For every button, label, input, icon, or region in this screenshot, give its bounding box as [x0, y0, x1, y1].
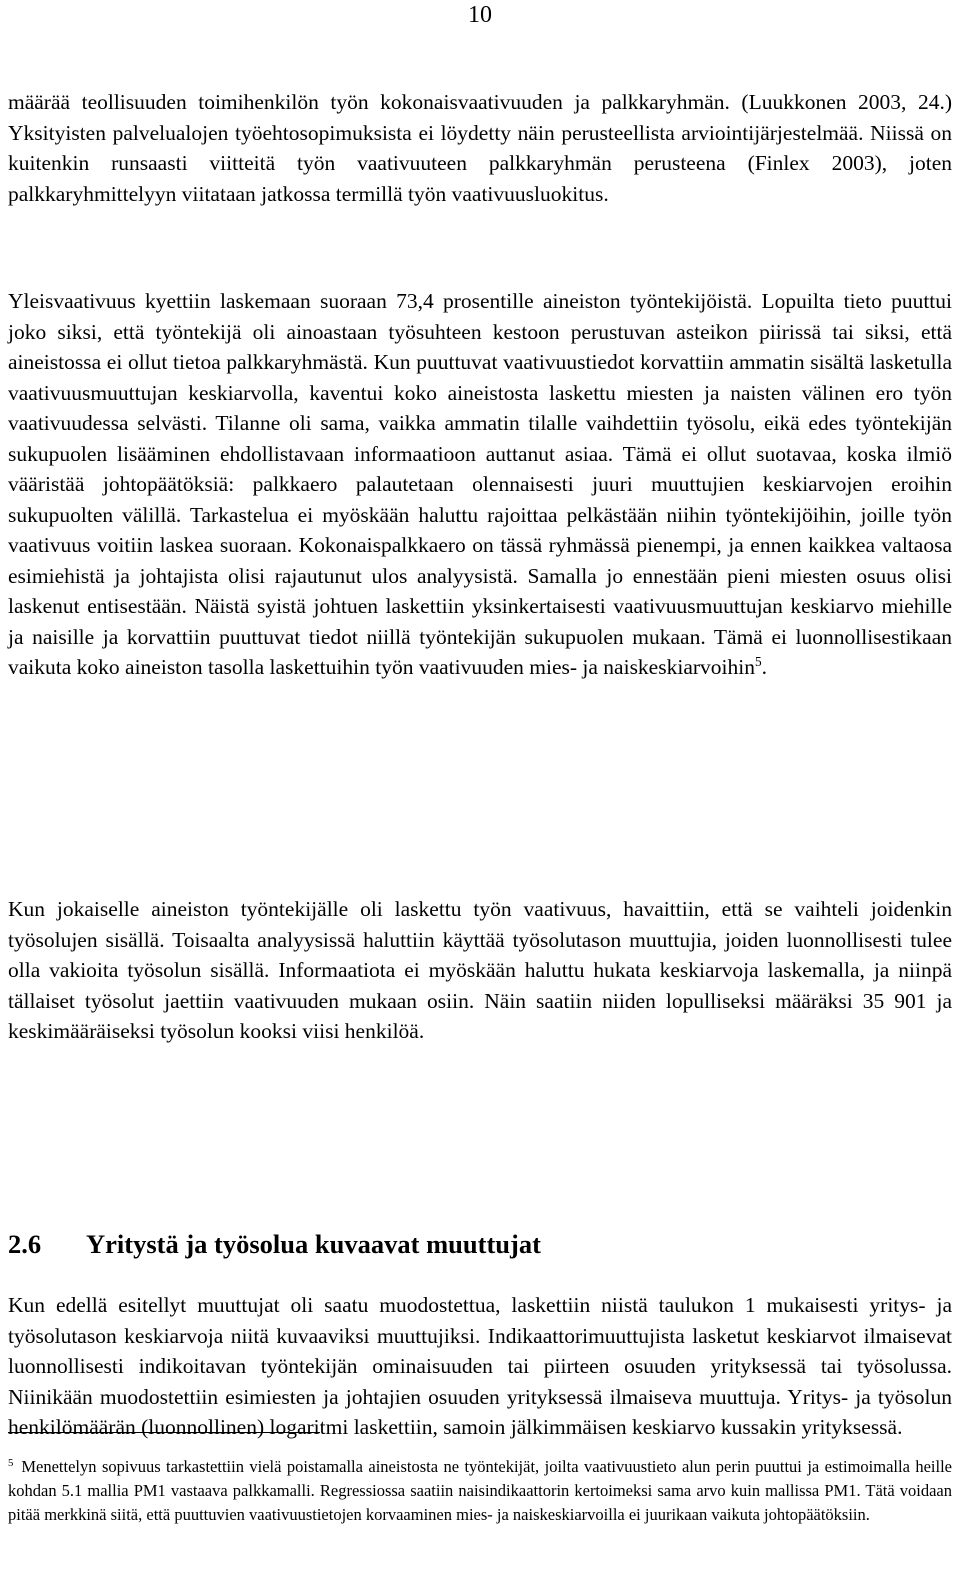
paragraph-4: Kun edellä esitellyt muuttujat oli saatu muodostettua, laskettiin niistä taulukon 1 mukaisesti yritys- ja työsolutason keskiarvoja niitä kuvaaviksi muuttujiksi. Indikaattorimuuttujista lasketut keskiarvot ilmaisevat luonnollisesti indikoitavan työntekijän ominaisuuden tai piirteen osuuden yrityksessä tai työsolussa. Niinikään muodostettiin esimiesten ja johtajien osuuden yrityksessä ilmaiseva muuttuja. Yritys- ja työsolun henkilömäärän (luonnollinen) logaritmi laskettiin, samoin jälkimmäisen keskiarvo kussakin yrityksessä. — [8, 1293, 952, 1439]
footnote-reference: 5 — [754, 653, 762, 669]
section-heading — [8, 1226, 541, 1262]
paragraph-2 — [8, 286, 952, 683]
footnote — [8, 1451, 952, 1527]
page-number: 10 — [468, 2, 492, 28]
paragraph-2-end: . — [761, 655, 768, 679]
paragraph-2-text: Yleisvaativuus kyettiin laskemaan suoraan 73,4 prosentille aineiston työntekijöistä. Lopuilta tieto puuttui joko siksi, että työntekijä oli ainoastaan työsuhteen kestoon perustuvan asteikon piirissä tai siksi, että aineistossa ei ollut tietoa palkkaryhmästä. Kun puuttuvat vaativuustiedot korvattiin ammatin sisältä lasketulla vaativuusmuuttujan keskiarvolla, kaventui koko aineistosta laskettu miesten ja naisten välinen ero työn vaativuudessa selvästi. Tilanne oli sama, vaikka ammatin tilalle vaihdettiin työsolu, eikä edes työntekijän sukupuolen lisääminen ehdollistavaan informaatioon auttanut asiaa. Tämä ei ollut suotavaa, koska ilmiö vääristää johtopäätöksiä: palkkaero palautetaan olennaisesti juuri muuttujien keskiarvojen eroihin sukupuolten välillä. Tarkastelua ei myöskään haluttu rajoittaa pelkästään niihin työntekijöihin, joille työn vaativuus voitiin laskea suoraan. Kokonaispalkkaero on tässä ryhmässä pienempi, ja ennen kaikkea valtaosa esimiehistä ja johtajista olisi rajautunut ulos analyysistä. Samalla jo ennestään pieni miesten osuus olisi laskenut entisestään. Näistä syistä johtuen laskettiin yksinkertaisesti vaativuusmuuttujan keskiarvo miehille ja naisille ja korvattiin puuttuvat tiedot niillä työntekijän sukupuolen mukaan. Tämä ei luonnollisestikaan vaikuta koko aineiston tasolla laskettuihin työn vaativuuden mies- ja naiskeskiarvoihin — [8, 289, 952, 679]
footnote-separator — [8, 1432, 320, 1433]
paragraph-1: määrää teollisuuden toimihenkilön työn kokonaisvaativuuden ja palkkaryhmän. (Luukkonen 2003, 24.) Yksityisten palvelualojen työehtosopimuksista ei löydetty näin perusteellista arviointijärjestelmää. Niissä on kuitenkin runsaasti viitteitä työn vaativuuteen palkkaryhmän perusteena (Finlex 2003), joten palkkaryhmittelyyn viitataan jatkossa termillä työn vaativuusluokitus. — [8, 90, 952, 206]
footnote-text: Menettelyn sopivuus tarkastettiin vielä poistamalla aineistosta ne työntekijät, joilta vaativuustieto alun perin puuttui ja estimoimalla heille kohdan 5.1 mallia PM1 vastaava palkkamalli. Regressiossa saatiin naisindikaattorin kertoimeksi sama arvo kuin mallissa PM1. Tätä voidaan pitää merkkinä siitä, että puuttuvien vaativuustietojen korvaaminen mies- ja naiskeskiarvoilla ei juurikaan vaikuta johtopäätöksiin. — [8, 1457, 952, 1524]
section-title: Yritystä ja työsolua kuvaavat muuttujat — [86, 1229, 541, 1259]
section-number: 2.6 — [8, 1229, 42, 1259]
footnote-marker: 5 — [8, 1457, 14, 1469]
paragraph-3: Kun jokaiselle aineiston työntekijälle oli laskettu työn vaativuus, havaittiin, että se vaihteli joidenkin työsolujen sisällä. Toisaalta analyysissä haluttiin käyttää työsolutason muuttujia, joiden luonnollisesti tulee olla vakioita työsolun sisällä. Informaatiota ei myöskään haluttu hukata keskiarvoja laskemalla, ja niinpä tällaiset työsolut jaettiin vaativuuden mukaan osiin. Näin saatiin niiden lopulliseksi määräksi 35 901 ja keskimääräiseksi työsolun kooksi viisi henkilöä. — [8, 897, 952, 1043]
